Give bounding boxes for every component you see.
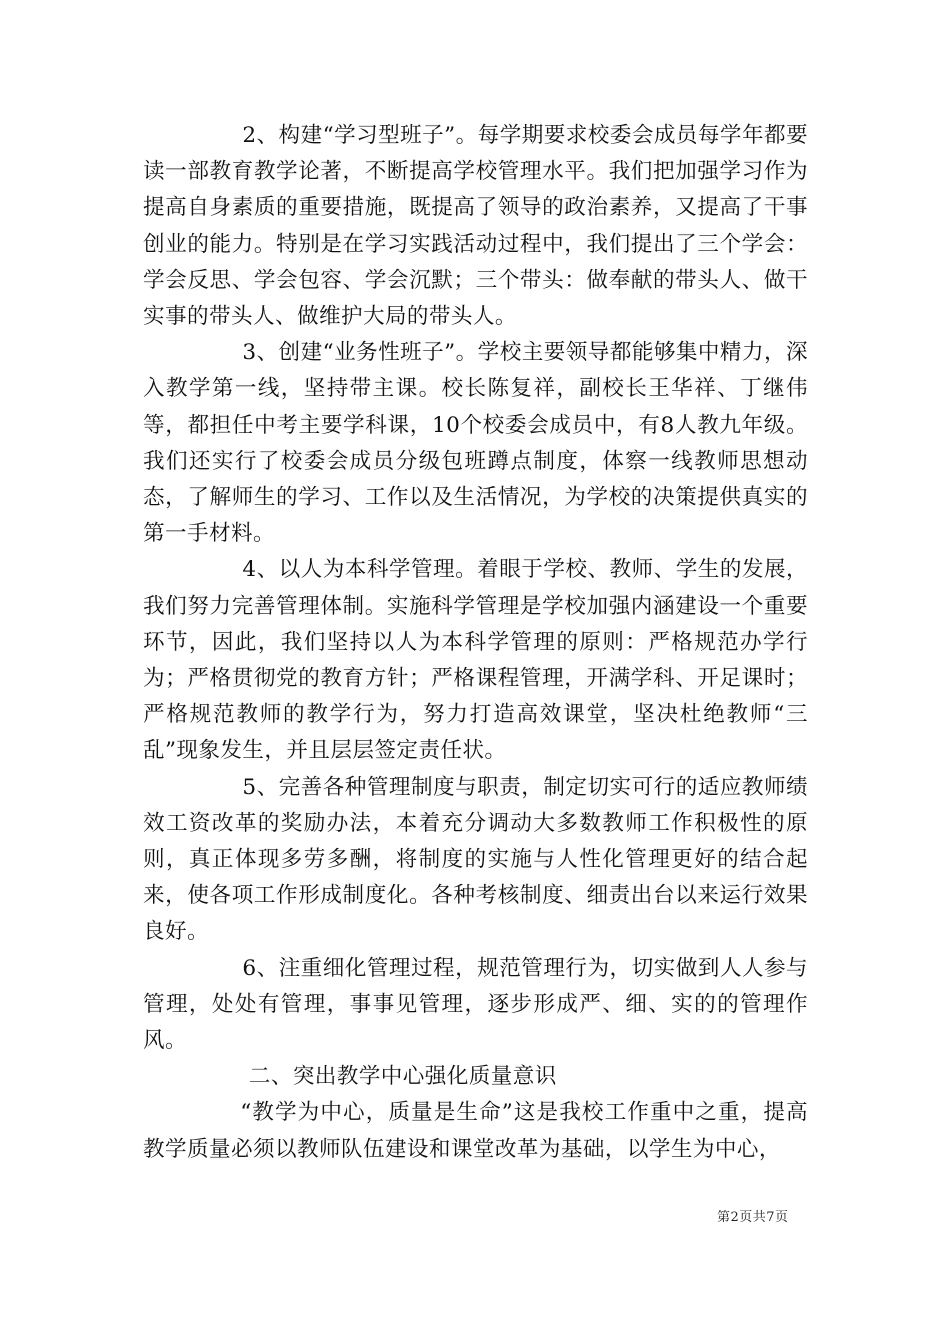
paragraph-management-system: 5、完善各种管理制度与职责，制定切实可行的适应教师绩效工资改革的奖励办法，本着充分调动大多数教师工作积极性的原则，真正体现多劳多酬，将制度的实施与人性化管理更好的结合起来，使各项工作形成制度化。各种考核制度、细责出台以来运行效果良好。 <box>143 774 808 945</box>
paragraph-teaching-center: “教学为中心，质量是生命”这是我校工作重中之重，提高教学质量必须以教师队伍建设和课堂改革为基础，以学生为中心， <box>143 1100 808 1162</box>
document-body <box>143 118 808 1168</box>
paragraph-learning-team: 2、构建“学习型班子”。每学期要求校委会成员每学年都要读一部教育教学论著，不断提高学校管理水平。我们把加强学习作为提高自身素质的重要措施，既提高了领导的政治素养，又提高了干事创业的能力。特别是在学习实践活动过程中，我们提出了三个学会：学会反思、学会包容、学会沉默；三个带头：做奉献的带头人、做干实事的带头人、做维护大局的带头人。 <box>143 123 808 330</box>
paragraph-detailed-management: 6、注重细化管理过程，规范管理行为，切实做到人人参与管理，处处有管理，事事见管理，逐步形成严、细、实的的管理作风。 <box>143 955 808 1054</box>
paragraph-scientific-management: 4、以人为本科学管理。着眼于学校、教师、学生的发展，我们努力完善管理体制。实施科学管理是学校加强内涵建设一个重要环节，因此，我们坚持以人为本科学管理的原则：严格规范办学行为；严格贯彻党的教育方针；严格课程管理，开满学科、开足课时；严格规范教师的教学行为，努力打造高效课堂，坚决杜绝教师“三乱”现象发生，并且层层签定责任状。 <box>143 557 808 764</box>
paragraph-professional-team: 3、创建“业务性班子”。学校主要领导都能够集中精力，深入教学第一线，坚持带主课。校长陈复祥，副校长王华祥、丁继伟等，都担任中考主要学科课，10个校委会成员中，有8人教九年级。我们还实行了校委会成员分级包班蹲点制度，体察一线教师思想动态，了解师生的学习、工作以及生活情况，为学校的决策提供真实的第一手材料。 <box>143 340 808 547</box>
section-heading: 二、突出教学中心强化质量意识 <box>248 1064 557 1090</box>
page-number: 第2页共7页 <box>717 1210 789 1225</box>
